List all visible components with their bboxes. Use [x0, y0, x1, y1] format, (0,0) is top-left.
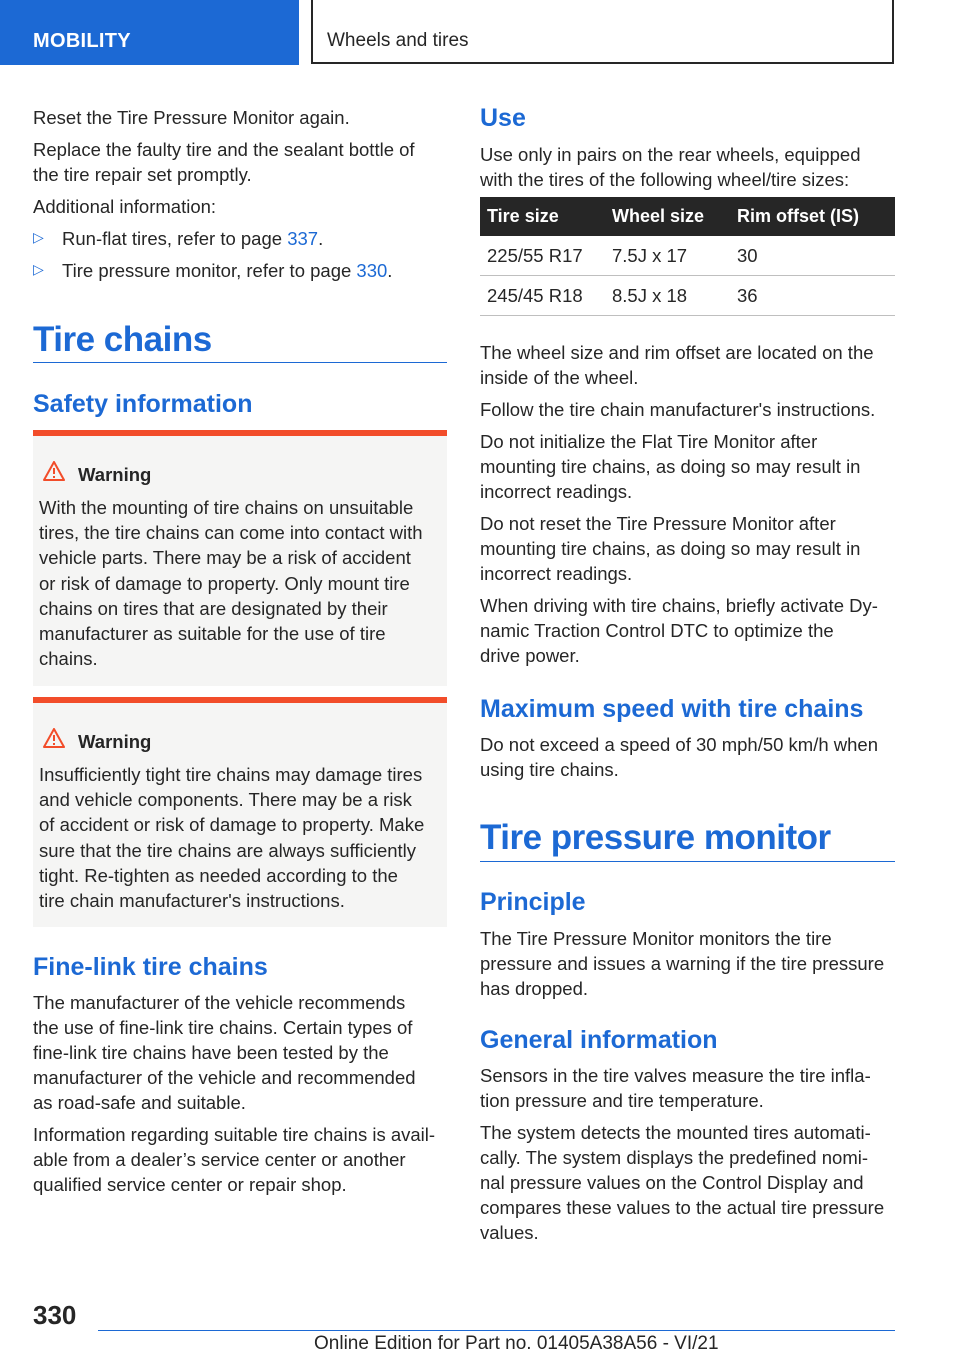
warning-text [39, 762, 439, 913]
warning-line: tire chain manufacturer's instructions. [39, 890, 345, 912]
text-line: The system detects the mounted tires automati‐ [480, 1122, 871, 1143]
warning-line: chains. [39, 648, 98, 670]
text-line: Follow the tire chain manufacturer's instructions. [480, 399, 876, 420]
text-line: manufacturer of the vehicle and recommended [33, 1067, 416, 1088]
warning-title: Warning [78, 731, 152, 752]
warning-line: tires, the tire chains can come into contact with [39, 522, 423, 544]
column-header: Tire size [480, 197, 605, 236]
table-cell: 36 [730, 276, 895, 316]
paragraph-block [480, 1063, 895, 1245]
table-cell: 7.5J x 17 [605, 236, 730, 276]
text-line: tion pressure and tire temperature. [480, 1090, 764, 1111]
paragraph: the tire repair set promptly. [33, 164, 252, 185]
text-line: The Tire Pressure Monitor monitors the tire [480, 928, 832, 949]
warning-line: sure that the tire chains are always sufficiently [39, 839, 417, 861]
warning-line: or risk of damage to property. Only mount tire [39, 572, 410, 594]
warning-line: and vehicle components. There may be a risk [39, 789, 412, 811]
table-row [480, 276, 895, 316]
warning-box [33, 430, 447, 686]
paragraph-block [480, 340, 895, 668]
table-row [480, 236, 895, 276]
subsection-heading: Use [480, 104, 526, 132]
text-line: fine-link tire chains have been tested by the [33, 1042, 389, 1063]
punctuation: . [387, 260, 393, 281]
text-line: able from a dealer’s service center or another [33, 1149, 406, 1170]
paragraph-block [33, 990, 447, 1197]
text-line: with the tires of the following wheel/tire sizes: [480, 169, 850, 190]
paragraph: Additional information: [33, 196, 217, 217]
text-line: inside of the wheel. [480, 367, 639, 388]
subsection-heading: General information [480, 1026, 718, 1054]
text-line: values. [480, 1222, 539, 1243]
table-cell: 8.5J x 18 [605, 276, 730, 316]
warning-line: tight. Re-tighten as needed according to the [39, 864, 398, 886]
text-line: Do not initialize the Flat Tire Monitor after [480, 431, 818, 452]
section-tab [0, 0, 299, 65]
chapter-title: Wheels and tires [327, 30, 469, 51]
footer-rule [98, 1330, 895, 1331]
subsection-heading: Maximum speed with tire chains [480, 695, 864, 723]
text-line: The wheel size and rim offset are located on the [480, 342, 874, 363]
table-cell: 30 [730, 236, 895, 276]
section-heading: Tire chains [33, 320, 212, 359]
text-line: incorrect readings. [480, 481, 633, 502]
subsection-heading: Fine-link tire chains [33, 953, 268, 981]
warning-title: Warning [78, 464, 152, 485]
warning-line: Insufficiently tight tire chains may damage tires [39, 764, 423, 785]
text-line: pressure and issues a warning if the tire pressure [480, 953, 885, 974]
wheel-size-table [480, 197, 895, 316]
text-line: using tire chains. [480, 759, 619, 780]
warning-line: manufacturer as suitable for the use of tire [39, 623, 386, 645]
text-line: cally. The system displays the predefined nomi‐ [480, 1147, 868, 1168]
warning-triangle-icon [43, 728, 65, 748]
warning-triangle-icon [43, 461, 65, 481]
page-link[interactable]: 330 [356, 260, 388, 281]
bullet-triangle-icon: ▷ [33, 261, 44, 277]
text-line: Use only in pairs on the rear wheels, equipped [480, 144, 861, 165]
page-link[interactable]: 337 [287, 228, 319, 249]
text-line: Do not reset the Tire Pressure Monitor after [480, 513, 836, 534]
text-line: The manufacturer of the vehicle recommends [33, 992, 406, 1013]
punctuation: . [318, 228, 324, 249]
warning-line: chains on tires that are designated by their [39, 597, 388, 619]
edition-note: Online Edition for Part no. 01405A38A56 - VI/21 [314, 1333, 719, 1354]
subsection-heading: Principle [480, 888, 586, 916]
warning-line: vehicle parts. There may be a risk of accident [39, 547, 411, 569]
text-line: drive power. [480, 645, 580, 666]
text-line: qualified service center or repair shop. [33, 1174, 347, 1195]
text-line: compares these values to the actual tire pressure [480, 1197, 885, 1218]
list-item [33, 226, 447, 251]
text-line: Do not exceed a speed of 30 mph/50 km/h when [480, 734, 879, 755]
warning-line: With the mounting of tire chains on unsuitable [39, 497, 414, 518]
text-line: as road-safe and suitable. [33, 1092, 246, 1113]
chapter-header [311, 0, 894, 64]
table-cell: 245/45 R18 [480, 276, 605, 316]
paragraph-block [480, 142, 895, 192]
warning-text [39, 495, 439, 671]
section-heading: Tire pressure monitor [480, 818, 831, 857]
text-line: When driving with tire chains, briefly activate Dy‐ [480, 595, 878, 616]
text-line: the use of fine-link tire chains. Certain types of [33, 1017, 413, 1038]
bullet-triangle-icon: ▷ [33, 229, 44, 245]
text-line: Information regarding suitable tire chains is avail‐ [33, 1124, 436, 1145]
section-label: MOBILITY [33, 30, 131, 52]
text-line: Sensors in the tire valves measure the tire infla‐ [480, 1065, 871, 1086]
subsection-heading: Safety information [33, 390, 253, 418]
heading-rule [480, 861, 895, 862]
paragraph: Reset the Tire Pressure Monitor again. [33, 107, 350, 128]
text-line: incorrect readings. [480, 563, 633, 584]
column-header: Rim offset (IS) [730, 197, 895, 236]
column-header: Wheel size [605, 197, 730, 236]
warning-line: of accident or risk of damage to property. Make [39, 814, 425, 836]
warning-box [33, 697, 447, 927]
list-item-text: Run-flat tires, refer to page [62, 228, 288, 249]
text-line: has dropped. [480, 978, 589, 999]
text-line: nal pressure values on the Control Display and [480, 1172, 864, 1193]
table-header-row [480, 197, 895, 236]
paragraph: Replace the faulty tire and the sealant bottle of [33, 139, 415, 160]
text-line: mounting tire chains, as doing so may result in [480, 538, 861, 559]
text-line: namic Traction Control DTC to optimize the [480, 620, 834, 641]
page-number: 330 [33, 1300, 77, 1330]
paragraph-block [480, 926, 895, 1001]
paragraph-block [480, 732, 895, 782]
heading-rule [33, 362, 447, 363]
text-line: mounting tire chains, as doing so may result in [480, 456, 861, 477]
table-cell: 225/55 R17 [480, 236, 605, 276]
list-item-text: Tire pressure monitor, refer to page [62, 260, 357, 281]
list-item [33, 258, 447, 283]
